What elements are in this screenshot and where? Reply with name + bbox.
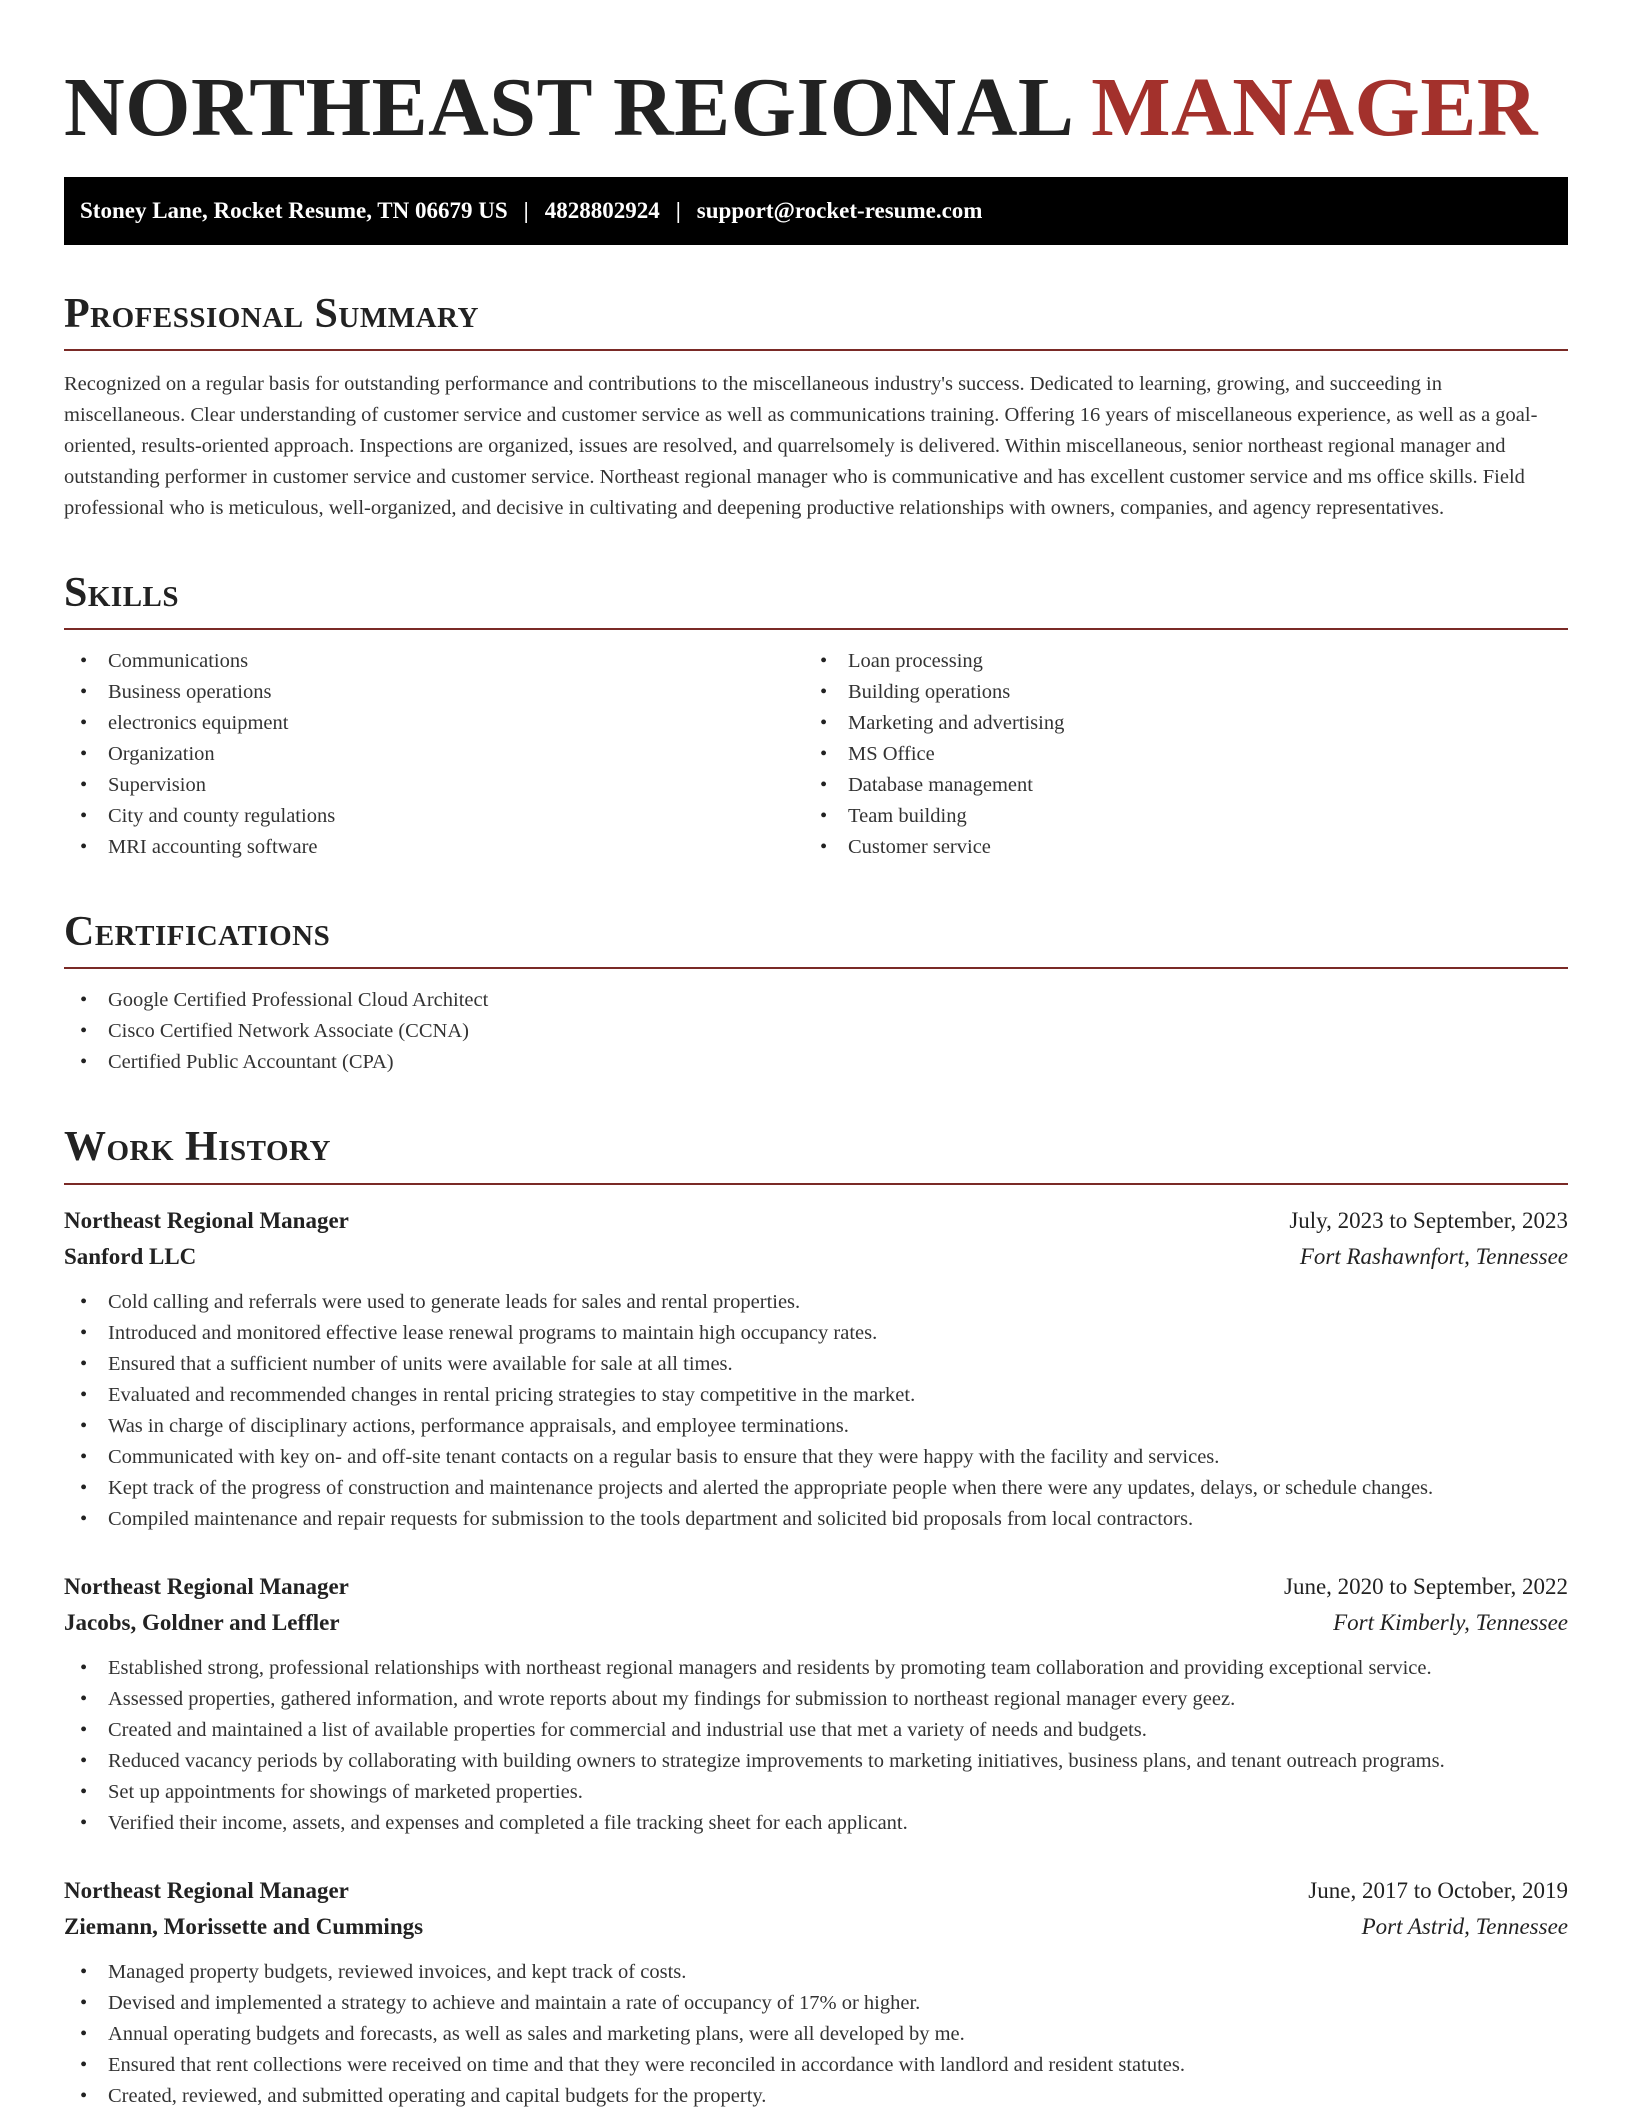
job-bullet: • Ensured that rent collections were received on time and that they were reconciled in accordance with landlord and resident statutes. xyxy=(64,2050,1568,2081)
certifications-list xyxy=(64,985,1568,1078)
summary-section xyxy=(64,291,1568,524)
job-bullet: • Kept track of the progress of construction and maintenance projects and alerted the appropriate people when there were any updates, delays, or schedule changes. xyxy=(64,1473,1568,1504)
title-main: NORTHEAST REGIONAL xyxy=(64,61,1070,154)
skill-item: • Supervision xyxy=(64,770,804,801)
job-bullet: • Set up appointments for showings of marketed properties. xyxy=(64,1777,1568,1808)
job-company-row xyxy=(64,1909,1568,1945)
certification-item: • Cisco Certified Network Associate (CCNA) xyxy=(64,1016,1568,1047)
job-bullet: • Communicated with key on- and off-site tenant contacts on a regular basis to ensure that they were happy with the facility and services. xyxy=(64,1442,1568,1473)
skill-item: • Marketing and advertising xyxy=(804,708,1544,739)
job-company-row xyxy=(64,1239,1568,1275)
skill-item: • Customer service xyxy=(804,832,1544,863)
skills-left-list xyxy=(64,646,804,863)
skills-heading: Skills xyxy=(64,569,180,616)
skills-grid xyxy=(64,646,1568,863)
contact-separator: | xyxy=(523,197,529,223)
job-title: Northeast Regional Manager xyxy=(64,1877,349,1903)
job-title: Northeast Regional Manager xyxy=(64,1207,349,1233)
section-divider xyxy=(64,967,1568,969)
job-bullet: • Reduced vacancy periods by collaborating with building owners to strategize improvements to marketing initiatives, business plans, and tenant outreach programs. xyxy=(64,1746,1568,1777)
certifications-section xyxy=(64,909,1568,1078)
job-bullet: • Created, reviewed, and submitted operating and capital budgets for the property. xyxy=(64,2081,1568,2112)
job-header-row xyxy=(64,1569,1568,1605)
certification-item: • Certified Public Accountant (CPA) xyxy=(64,1047,1568,1078)
job-dates: July, 2023 to September, 2023 xyxy=(1289,1207,1568,1233)
certifications-heading: Certifications xyxy=(64,909,331,956)
job-bullet: • Assessed properties, gathered information, and wrote reports about my findings for submission to northeast regional manager every geez. xyxy=(64,1684,1568,1715)
job-bullet: • Ensured that a sufficient number of units were available for sale at all times. xyxy=(64,1349,1568,1380)
job-dates: June, 2017 to October, 2019 xyxy=(1308,1877,1568,1903)
skill-item: • Database management xyxy=(804,770,1544,801)
section-divider xyxy=(64,628,1568,630)
job-bullets xyxy=(64,1957,1568,2112)
skills-right-list xyxy=(804,646,1544,863)
job-header-row xyxy=(64,1203,1568,1239)
skill-item: • MS Office xyxy=(804,739,1544,770)
job-bullet: • Annual operating budgets and forecasts, as well as sales and marketing plans, were all developed by me. xyxy=(64,2019,1568,2050)
title-accent: MANAGER xyxy=(1091,61,1539,154)
job-header-row xyxy=(64,1873,1568,1909)
job-title: Northeast Regional Manager xyxy=(64,1573,349,1599)
work-history-heading: Work History xyxy=(64,1124,331,1171)
job-bullets xyxy=(64,1287,1568,1535)
resume-title xyxy=(64,58,1568,159)
job-bullet: • Established strong, professional relationships with northeast regional managers and residents by promoting team collaboration and providing exceptional service. xyxy=(64,1653,1568,1684)
job-entry xyxy=(64,1203,1568,1535)
job-bullets xyxy=(64,1653,1568,1839)
job-entry xyxy=(64,1873,1568,2112)
job-bullet: • Managed property budgets, reviewed invoices, and kept track of costs. xyxy=(64,1957,1568,1988)
skill-item: • Team building xyxy=(804,801,1544,832)
section-divider xyxy=(64,1183,1568,1185)
contact-bar xyxy=(64,177,1568,245)
job-bullet: • Compiled maintenance and repair requests for submission to the tools department and solicited bid proposals from local contractors. xyxy=(64,1504,1568,1535)
job-bullet: • Verified their income, assets, and expenses and completed a file tracking sheet for each applicant. xyxy=(64,1808,1568,1839)
job-bullet: • Created and maintained a list of available properties for commercial and industrial use that met a variety of needs and budgets. xyxy=(64,1715,1568,1746)
skill-item: • Communications xyxy=(64,646,804,677)
contact-separator: | xyxy=(675,197,681,223)
contact-address: Stoney Lane, Rocket Resume, TN 06679 US xyxy=(80,197,508,223)
job-bullet: • Was in charge of disciplinary actions, performance appraisals, and employee terminations. xyxy=(64,1411,1568,1442)
job-location: Fort Kimberly, Tennessee xyxy=(1333,1609,1568,1635)
job-bullet: • Evaluated and recommended changes in rental pricing strategies to stay competitive in the market. xyxy=(64,1380,1568,1411)
summary-heading: Professional Summary xyxy=(64,290,479,337)
work-history-section xyxy=(64,1124,1568,2111)
skill-item: • electronics equipment xyxy=(64,708,804,739)
skills-section xyxy=(64,570,1568,863)
contact-phone: 4828802924 xyxy=(544,197,660,223)
job-bullet: • Introduced and monitored effective lease renewal programs to maintain high occupancy rates. xyxy=(64,1318,1568,1349)
skill-item: • Business operations xyxy=(64,677,804,708)
section-divider xyxy=(64,349,1568,351)
job-dates: June, 2020 to September, 2022 xyxy=(1284,1573,1568,1599)
skill-item: • City and county regulations xyxy=(64,801,804,832)
job-company: Jacobs, Goldner and Leffler xyxy=(64,1609,340,1635)
skill-item: • Building operations xyxy=(804,677,1544,708)
skill-item: • MRI accounting software xyxy=(64,832,804,863)
job-bullet: • Devised and implemented a strategy to achieve and maintain a rate of occupancy of 17% or higher. xyxy=(64,1988,1568,2019)
summary-text: Recognized on a regular basis for outstanding performance and contributions to the miscellaneous industry's success. Dedicated to learning, growing, and succeeding in miscellaneous. Clear understanding of customer service and customer service as well as communications training. Offering 16 years of miscellaneous experience, as well as a goal-oriented, results-oriented approach. Inspections are organized, issues are resolved, and quarrelsomely is delivered. Within miscellaneous, senior northeast regional manager and outstanding performer in customer service and customer service. Northeast regional manager who is communicative and has excellent customer service and ms office skills. Field professional who is meticulous, well-organized, and decisive in cultivating and deepening productive relationships with owners, companies, and agency representatives. xyxy=(64,372,1538,519)
job-location: Port Astrid, Tennessee xyxy=(1361,1913,1568,1939)
job-entry xyxy=(64,1569,1568,1839)
job-company: Sanford LLC xyxy=(64,1243,197,1269)
job-location: Fort Rashawnfort, Tennessee xyxy=(1299,1243,1568,1269)
job-company: Ziemann, Morissette and Cummings xyxy=(64,1913,424,1939)
contact-email[interactable]: support@rocket-resume.com xyxy=(696,197,983,223)
job-bullet: • Cold calling and referrals were used to generate leads for sales and rental properties. xyxy=(64,1287,1568,1318)
skill-item: • Organization xyxy=(64,739,804,770)
skill-item: • Loan processing xyxy=(804,646,1544,677)
certification-item: • Google Certified Professional Cloud Architect xyxy=(64,985,1568,1016)
job-company-row xyxy=(64,1605,1568,1641)
